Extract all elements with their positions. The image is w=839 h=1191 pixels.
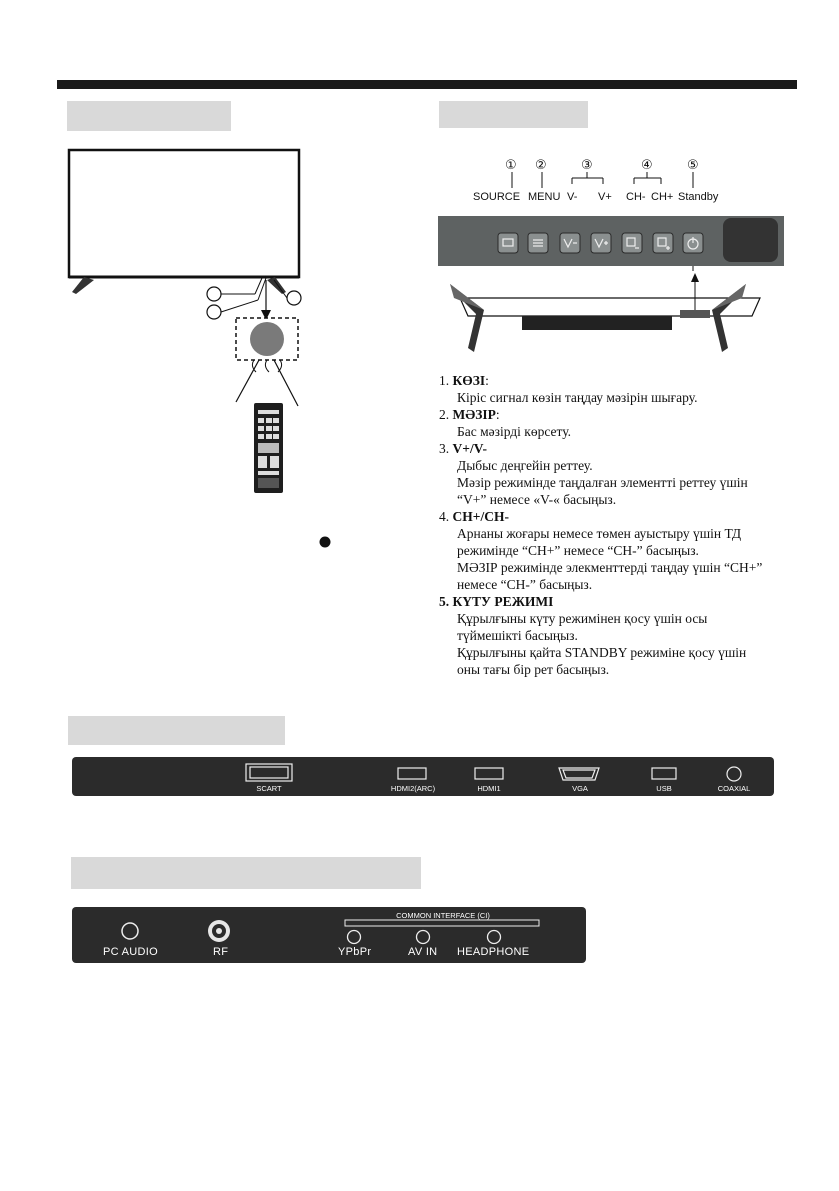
bracket-lines — [560, 170, 680, 190]
port-label-hdmi1: HDMI1 — [477, 784, 501, 793]
port-label-rf: RF — [213, 946, 229, 958]
port-label-pc-audio: PC AUDIO — [103, 946, 158, 958]
instruction-line: немесе “CH-” басыңыз. — [457, 577, 593, 592]
instruction-number: 2 — [439, 407, 446, 422]
instruction-line: Арнаны жоғары немесе төмен ауыстыру үшін ТД — [457, 526, 742, 541]
instruction-line: режимінде “CH+” немесе “CH-” басыңыз. — [457, 543, 699, 558]
instruction-line: Дыбыс деңгейін реттеу. — [457, 458, 593, 473]
bracket-lines-left — [505, 170, 545, 190]
instruction-line: Құрылғыны қайта STANDBY режиміне қосу үшін — [457, 645, 747, 660]
circled-number-5: ⑤ — [687, 158, 699, 173]
instruction-number: 4 — [439, 509, 446, 524]
instruction-line: “V+” немесе «V-« басыңыз. — [457, 492, 617, 507]
port-label-coaxial: COAXIAL — [717, 784, 751, 793]
label-v-plus: V+ — [598, 191, 612, 203]
port-label-hdmi2: HDMI2(ARC) — [390, 784, 436, 793]
circled-number-2: ② — [535, 158, 547, 173]
port-label-vga: VGA — [572, 784, 588, 793]
port-label-av-in: AV IN — [408, 946, 438, 958]
instruction-item: 4. CH+/CH- Арнаны жоғары немесе төмен ауыстыру үшін ТД режимінде “CH+” немесе “CH-” басыңыз. МӘЗІР режимінде элекменттерді таңдау үшін “CH+” немесе “CH-” басыңыз. — [439, 508, 799, 593]
label-v-minus: V- — [567, 191, 578, 203]
instruction-title: МӘЗІР — [452, 407, 496, 422]
label-menu: MENU — [528, 191, 561, 203]
instructions-list — [439, 372, 799, 678]
instruction-line: Құрылғыны күту режимінен қосу үшін осы — [457, 611, 708, 626]
port-label-scart: SCART — [256, 784, 282, 793]
instruction-item: 3. V+/V- Дыбыс деңгейін реттеу. Мәзір режимінде таңдалған элементті реттеу үшін “V+” немесе «V-« басыңыз. — [439, 440, 799, 508]
header-rule — [57, 80, 797, 89]
instruction-title: CH+/CH- — [452, 509, 509, 524]
instruction-number: 1 — [439, 373, 446, 388]
instruction-line: оны тағы бір рет басыңыз. — [457, 662, 610, 677]
circled-number-3: ③ — [581, 158, 593, 173]
port-label-usb: USB — [656, 784, 672, 793]
section-title-side-ports — [71, 857, 421, 889]
instruction-line: түймешікті басыңыз. — [457, 628, 578, 643]
section-title-tv — [67, 101, 231, 131]
ci-label: COMMON INTERFACE (CI) — [396, 911, 490, 920]
label-ch-plus: CH+ — [651, 191, 674, 203]
instruction-title: КҮТУ РЕЖИМІ — [452, 594, 554, 609]
circled-number-1: ① — [505, 158, 517, 173]
label-ch-minus: CH- — [626, 191, 646, 203]
instruction-title: КӨЗІ — [452, 373, 486, 388]
port-label-ypbpr: YPbPr — [338, 946, 372, 958]
section-title-rear-ports — [68, 716, 285, 745]
tv-illustration — [60, 140, 380, 550]
instruction-line: Бас мәзірді көрсету. — [457, 424, 571, 439]
instruction-line: МӘЗІР режимінде элекменттерді таңдау үшін “CH+” — [457, 560, 763, 575]
front-button-panel — [438, 213, 786, 273]
instruction-item: 5. КҮТУ РЕЖИМІ Құрылғыны күту режимінен қосу үшін осы түймешікті басыңыз. Құрылғыны қайта STANDBY режиміне қосу үшін оны тағы бір рет басыңыз. — [439, 593, 799, 678]
instruction-number: 3 — [439, 441, 446, 456]
circled-number-4: ④ — [641, 158, 653, 173]
label-source: SOURCE — [473, 191, 521, 203]
label-standby: Standby — [678, 191, 719, 203]
port-label-headphone: HEADPHONE — [457, 946, 530, 958]
instruction-title: V+/V- — [452, 441, 487, 456]
instruction-item: 2. МӘЗІР: Бас мәзірді көрсету. — [439, 406, 799, 440]
section-title-front-panel — [439, 101, 588, 128]
instruction-number: 5 — [439, 594, 446, 609]
instruction-line: Кіріс сигнал көзін таңдау мәзірін шығару. — [457, 390, 698, 405]
tv-bottom-view — [440, 270, 780, 360]
instruction-line: Мәзір режимінде таңдалған элементті реттеу үшін — [457, 475, 748, 490]
instruction-item: 1. КӨЗІ: Кіріс сигнал көзін таңдау мәзірін шығару. — [439, 372, 799, 406]
bracket-line-standby — [685, 170, 705, 190]
